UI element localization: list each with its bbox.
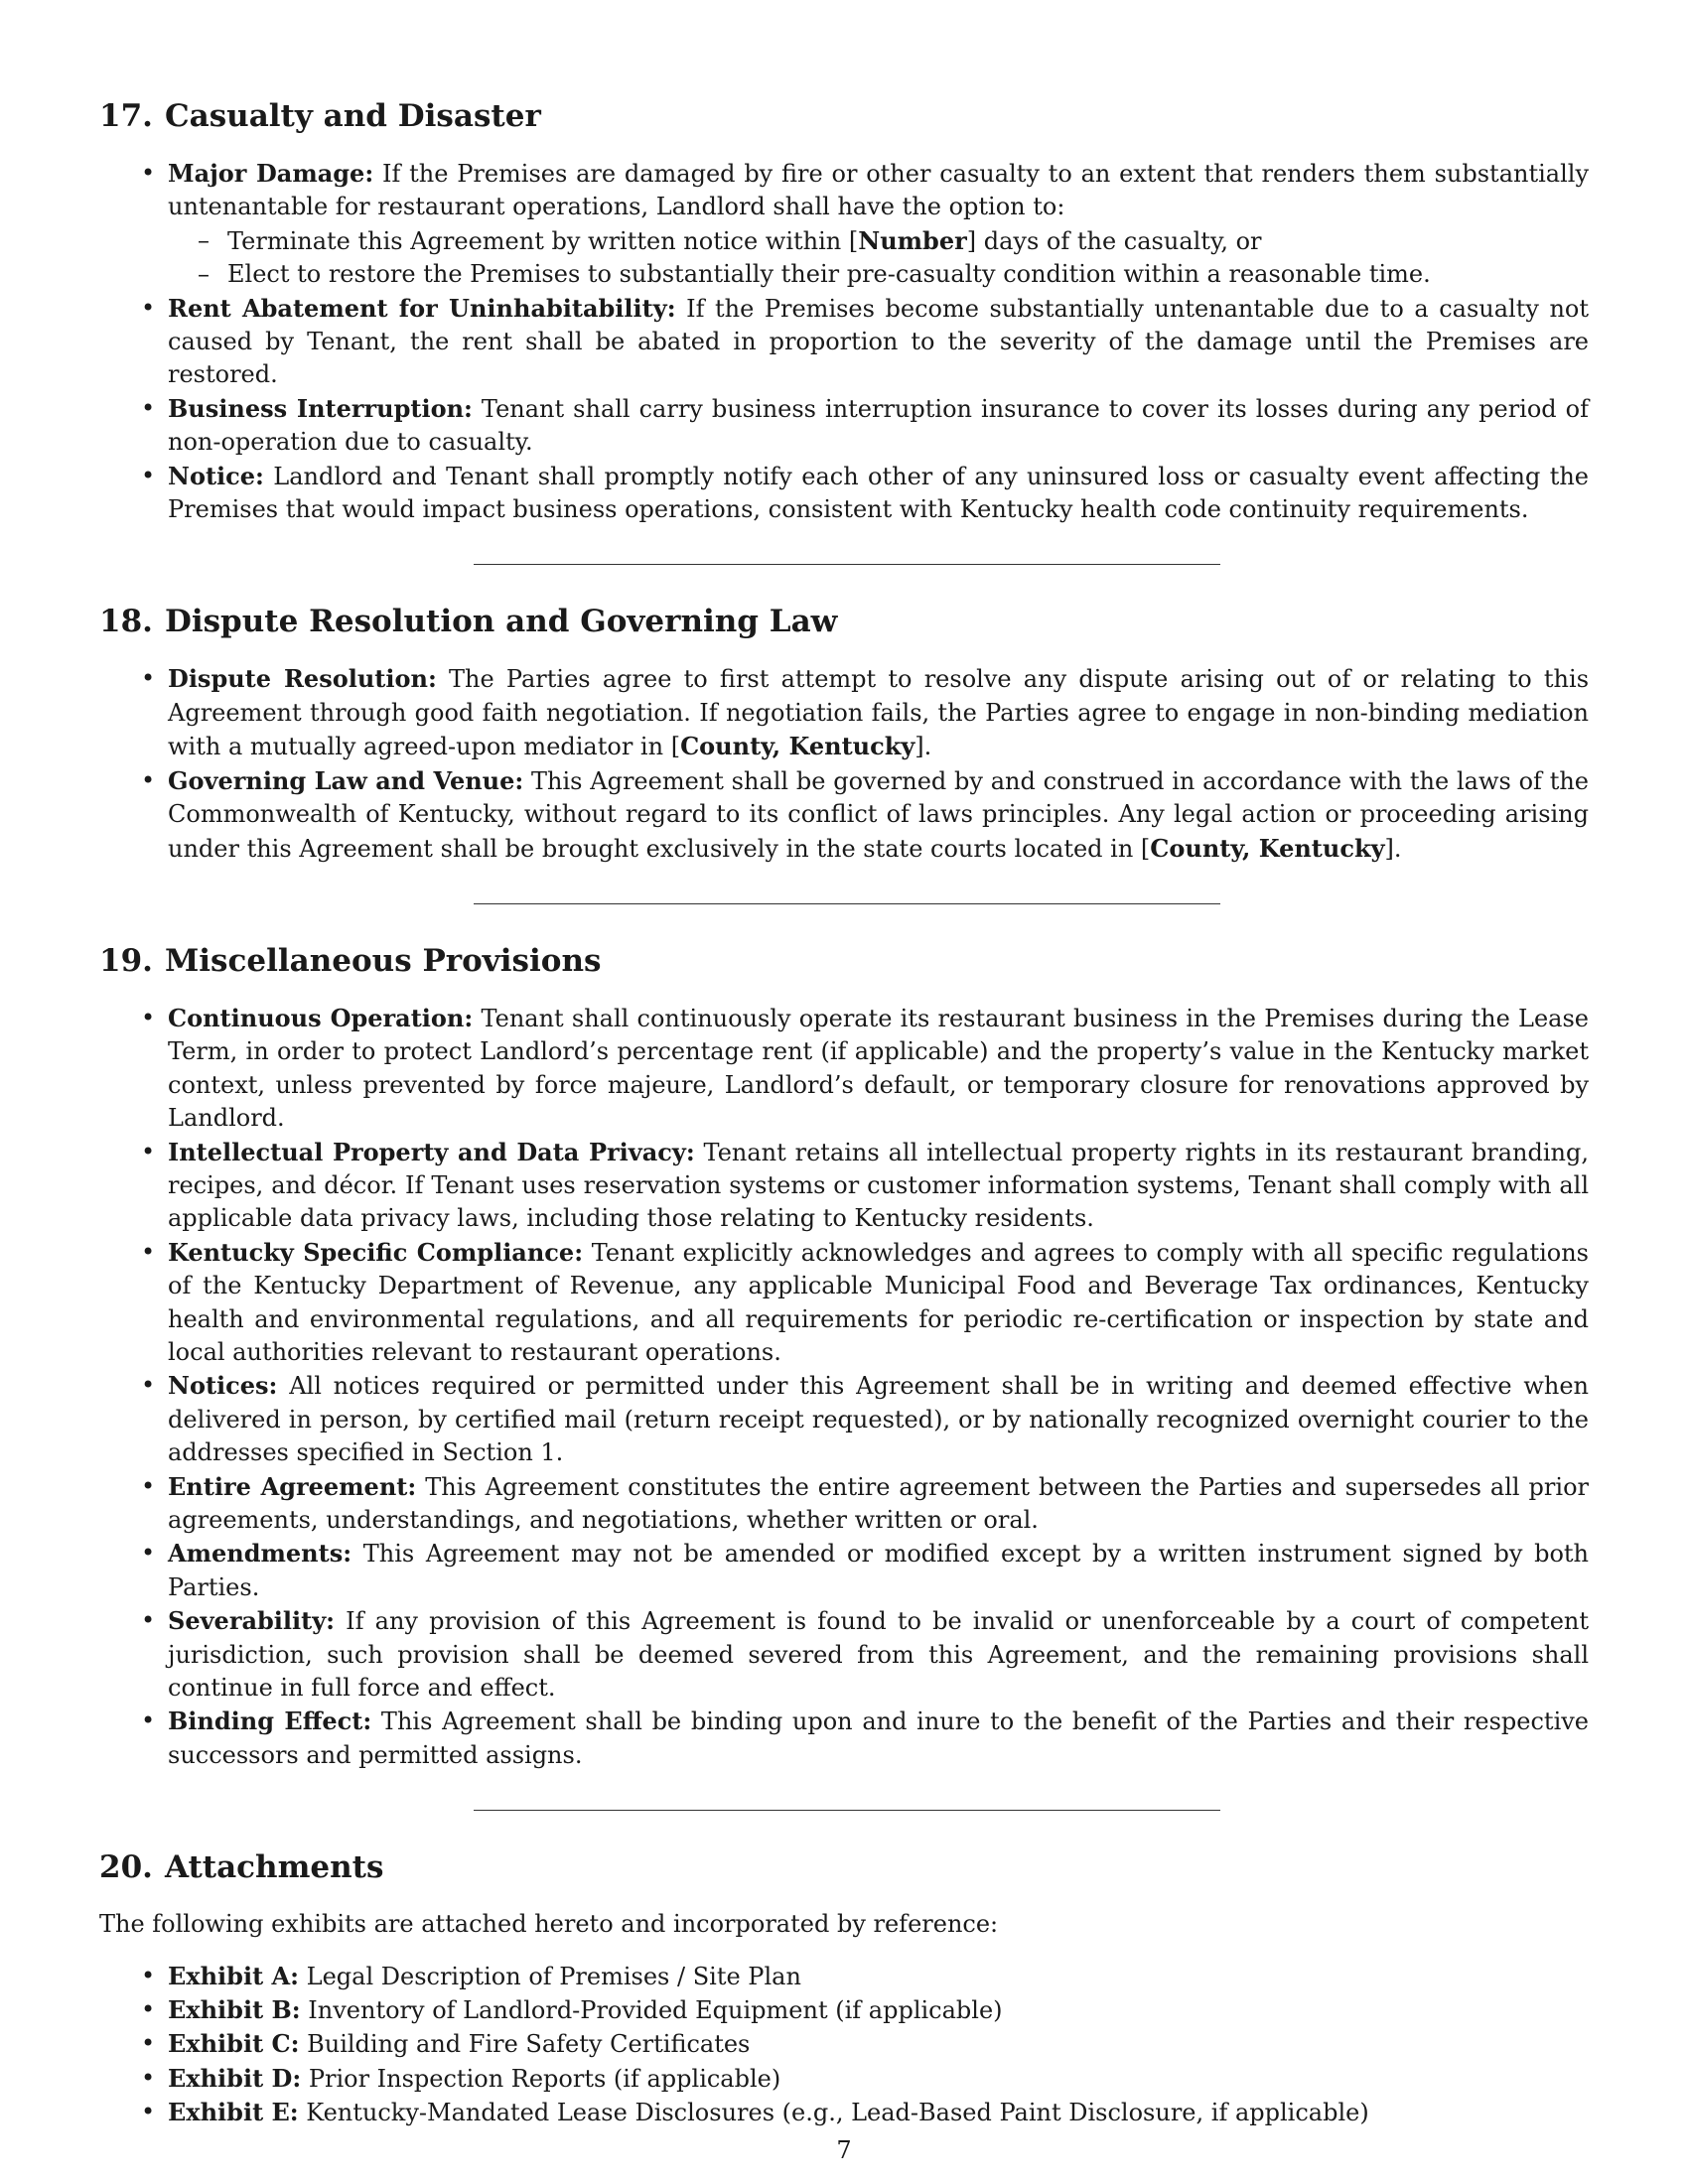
- section-divider: [474, 903, 1220, 904]
- clause-label: Amendments:: [168, 1539, 352, 1569]
- section-title: Casualty and Disaster: [164, 98, 541, 134]
- clause-text: If the Premises are damaged by fire or other casualty to an extent that renders them substantially untenantable for restaurant operations, Landlord shall have the option to:: [168, 160, 1589, 221]
- placeholder-number: Number: [858, 225, 967, 255]
- option-text: Elect to restore the Premises to substantially their pre-casualty condition within a reasonable time.: [227, 260, 1431, 289]
- clause-item: [168, 1369, 1589, 1469]
- clause-text: This Agreement may not be amended or modified except by a written instrument signed by both Parties.: [168, 1540, 1589, 1601]
- clause-item: [168, 1002, 1589, 1136]
- clause-item: [168, 157, 1589, 292]
- clause-label: Intellectual Property and Data Privacy:: [168, 1137, 695, 1166]
- section-heading: [99, 95, 1589, 137]
- clause-item: [168, 1604, 1589, 1705]
- section-title: Dispute Resolution and Governing Law: [164, 604, 838, 640]
- section-heading: [99, 1846, 1589, 1888]
- section-heading: [99, 601, 1589, 642]
- option-list: [168, 224, 1589, 292]
- section-number: 20.: [99, 1849, 153, 1886]
- section-17: [99, 95, 1589, 565]
- exhibit-text: Inventory of Landlord-Provided Equipment (if applicable): [300, 1996, 1003, 2025]
- clause-label: Entire Agreement:: [168, 1471, 417, 1501]
- placeholder-county: County, Kentucky: [680, 732, 915, 761]
- clause-label: Binding Effect:: [168, 1706, 372, 1736]
- clause-item: [168, 292, 1589, 392]
- exhibit-item: [168, 2027, 1589, 2061]
- section-number: 17.: [99, 98, 153, 134]
- clause-item: [168, 764, 1589, 866]
- clause-list: [99, 1002, 1589, 1772]
- exhibit-item: [168, 1993, 1589, 2027]
- clause-text: Landlord and Tenant shall promptly notify each other of any uninsured loss or casualty event affecting the Premises that would impact business operations, consistent with Kentucky health code continuity requirements.: [168, 462, 1589, 524]
- section-20: [99, 1846, 1589, 2129]
- clause-label: Rent Abatement for Uninhabitability:: [168, 293, 676, 323]
- clause-text: Tenant explicitly acknowledges and agrees to comply with all specific regulations of the Kentucky Department of Revenue, any applicable Municipal Food and Beverage Tax ordinances, Kentucky health and environmental regulations, and all requirements for periodic re-certification or inspection by state and local authorities relevant to restaurant operations.: [168, 1238, 1590, 1366]
- section-18: [99, 601, 1589, 903]
- clause-text: All notices required or permitted under this Agreement shall be in writing and deemed effective when delivered in person, by certified mail (return receipt requested), or by nationally recognized overnight courier to the addresses specified in Section 1.: [168, 1372, 1589, 1467]
- exhibit-text: Kentucky-Mandated Lease Disclosures (e.g., Lead-Based Paint Disclosure, if applicable): [298, 2099, 1369, 2127]
- clause-text: ].: [1384, 834, 1402, 863]
- clause-item: [168, 460, 1589, 527]
- clause-label: Major Damage:: [168, 159, 374, 188]
- section-heading: [99, 940, 1589, 982]
- exhibit-label: Exhibit E:: [168, 2098, 299, 2127]
- section-19: [99, 940, 1589, 1811]
- exhibit-label: Exhibit B:: [168, 1995, 301, 2025]
- section-number: 19.: [99, 942, 153, 979]
- option-item: [227, 224, 1589, 258]
- clause-item: [168, 1136, 1589, 1236]
- exhibit-text: Legal Description of Premises / Site Plan: [299, 1962, 801, 1990]
- exhibit-label: Exhibit D:: [168, 2063, 302, 2093]
- clause-item: [168, 392, 1589, 460]
- section-divider: [474, 1810, 1220, 1811]
- clause-label: Notice:: [168, 461, 264, 490]
- clause-text: Tenant shall carry business interruption insurance to cover its losses during any period of non-operation due to casualty.: [168, 394, 1589, 457]
- exhibit-item: [168, 2096, 1589, 2129]
- clause-label: Kentucky Specific Compliance:: [168, 1237, 584, 1267]
- clause-item: [168, 1470, 1589, 1538]
- clause-list: [99, 662, 1589, 865]
- clause-text: ].: [914, 733, 932, 761]
- clause-item: [168, 662, 1589, 763]
- exhibit-label: Exhibit C:: [168, 2029, 300, 2059]
- clause-label: Severability:: [168, 1606, 336, 1636]
- clause-label: Notices:: [168, 1371, 278, 1401]
- exhibit-label: Exhibit A:: [168, 1961, 299, 1990]
- option-item: [227, 258, 1589, 291]
- exhibit-item: [168, 1960, 1589, 1993]
- clause-text: The Parties agree to first attempt to resolve any dispute arising out of or relating to this Agreement through good faith negotiation. If negotiation fails, the Parties agree to engage in non-binding mediation with a mutually agreed-upon mediator in [: [168, 665, 1590, 761]
- option-text: Terminate this Agreement by written notice within [: [227, 226, 859, 255]
- clause-label: Dispute Resolution:: [168, 664, 437, 694]
- exhibit-text: Building and Fire Safety Certificates: [299, 2030, 751, 2059]
- exhibit-list: [99, 1960, 1589, 2130]
- document-page: [99, 95, 1589, 2130]
- section-divider: [474, 564, 1220, 565]
- clause-text: This Agreement shall be binding upon and inure to the benefit of the Parties and their respective successors and permitted assigns.: [168, 1707, 1590, 1769]
- clause-text: This Agreement constitutes the entire agreement between the Parties and supersedes all prior agreements, understandings, and negotiations, whether written or oral.: [168, 1472, 1589, 1534]
- clause-text: This Agreement shall be governed by and construed in accordance with the laws of the Commonwealth of Kentucky, without regard to its conflict of laws principles. Any legal action or proceeding arising under this Agreement shall be brought exclusively in the state courts located in [: [168, 766, 1590, 863]
- clause-text: If any provision of this Agreement is found to be invalid or unenforceable by a court of competent jurisdiction, such provision shall be deemed severed from this Agreement, and the remaining provisions shall continue in full force and effect.: [168, 1607, 1589, 1703]
- clause-text: If the Premises become substantially untenantable due to a casualty not caused by Tenant, the rent shall be abated in proportion to the severity of the damage until the Premises are restored.: [168, 294, 1589, 389]
- section-title: Attachments: [164, 1849, 384, 1886]
- clause-item: [168, 1537, 1589, 1604]
- clause-text: Tenant shall continuously operate its restaurant business in the Premises during the Lease Term, in order to protect Landlord’s percentage rent (if applicable) and the property’s value in the Kentucky market context, unless prevented by force majeure, Landlord’s default, or temporary closure for renovations approved by Landlord.: [168, 1004, 1589, 1133]
- placeholder-county: County, Kentucky: [1150, 833, 1385, 863]
- attachments-intro: The following exhibits are attached hereto and incorporated by reference:: [99, 1910, 999, 1939]
- exhibit-item: [168, 2062, 1589, 2096]
- section-title: Miscellaneous Provisions: [164, 942, 602, 979]
- exhibit-text: Prior Inspection Reports (if applicable): [301, 2064, 781, 2093]
- page-number: 7: [836, 2136, 852, 2164]
- clause-item: [168, 1705, 1589, 1772]
- clause-text: Tenant retains all intellectual property rights in its restaurant branding, recipes, and décor. If Tenant uses reservation systems or customer information systems, Tenant shall comply with all applicable data privacy laws, including those relating to Kentucky residents.: [168, 1138, 1589, 1233]
- option-text: ] days of the casualty, or: [966, 226, 1262, 255]
- clause-item: [168, 1236, 1589, 1370]
- clause-label: Governing Law and Venue:: [168, 765, 524, 795]
- clause-list: [99, 157, 1589, 526]
- clause-label: Business Interruption:: [168, 393, 473, 423]
- section-number: 18.: [99, 604, 153, 640]
- clause-label: Continuous Operation:: [168, 1003, 474, 1032]
